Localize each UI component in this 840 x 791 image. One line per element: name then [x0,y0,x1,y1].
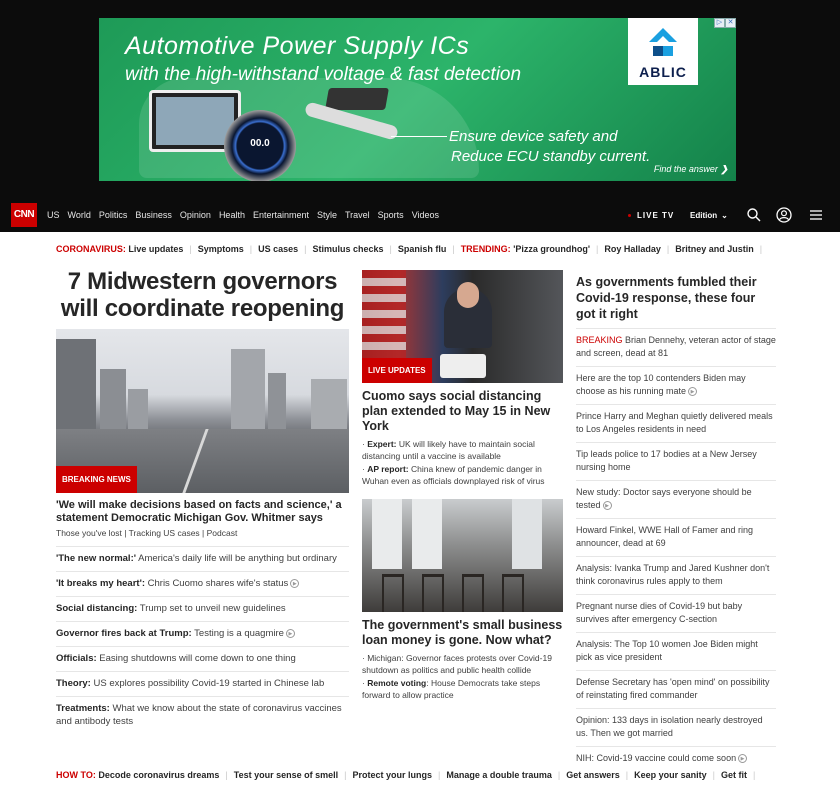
nav-item-videos[interactable]: Videos [411,210,440,220]
breaking-news-badge: BREAKING NEWS [56,466,137,493]
right-column [576,274,776,771]
ad-tagline: Ensure device safety and [449,128,618,145]
ad-area [0,0,840,198]
nav-item-world[interactable]: World [67,210,91,220]
live-tv-link[interactable]: LIVE TV [628,198,674,232]
hamburger-menu-icon[interactable] [808,207,824,223]
list-item[interactable]: Prince Harry and Meghan quietly delivered meals to Los Angeles residents in need [576,404,776,442]
ad-module-image [325,88,389,110]
video-play-icon: ▶ [688,387,697,396]
how-to-link[interactable]: Manage a double trauma [446,770,552,780]
nav-item-politics[interactable]: Politics [98,210,128,220]
video-play-icon: ▶ [738,754,747,763]
how-to-link[interactable]: Test your sense of smell [233,770,339,780]
trending-link[interactable]: Britney and Justin [675,244,754,254]
list-item[interactable]: Here are the top 10 contenders Biden may choose as his running mate ▶ [576,366,776,404]
story-title-small-business[interactable]: The government's small business loan money is gone. Now what? [362,618,563,647]
lead-column [56,268,349,734]
how-to-link[interactable]: Get answers [566,770,620,780]
ablic-logo-icon [647,26,679,58]
right-column-headline[interactable]: As governments fumbled their Covid-19 response, these four got it right [576,275,757,321]
list-item[interactable]: Analysis: Ivanka Trump and Jared Kushner don't think coronavirus rules apply to them [576,556,776,594]
cnn-logo[interactable]: CNN [11,203,37,227]
trending-link[interactable]: Stimulus checks [312,244,384,254]
trending-link[interactable]: Live updates [128,244,184,254]
list-item[interactable]: 'The new normal:' America's daily life will be anything but ordinary [56,546,349,571]
video-play-icon: ▶ [603,501,612,510]
list-item[interactable]: New study: Doctor says everyone should be tested ▶ [576,480,776,518]
lead-story-links[interactable]: Those you've lost | Tracking US cases | Podcast [56,528,238,538]
story-bullet[interactable]: · AP report: China knew of pandemic danger in Wuhan even as officials downplayed risk of virus [362,464,545,486]
list-item[interactable]: Tip leads police to 17 bodies at a New Jersey nursing home [576,442,776,480]
how-to-link[interactable]: Decode coronavirus dreams [98,770,220,780]
ad-subheadline: with the high-withstand voltage & fast detection [125,64,522,85]
trending-bar-bottom: HOW TO: Decode coronavirus dreams | Test your sense of smell | Protect your lungs | Manage a double trauma | Get answers | Keep your sanity | Get fit | [56,770,756,780]
list-item[interactable]: 'It breaks my heart': Chris Cuomo shares wife's status ▶ [56,571,349,596]
nav-item-opinion[interactable]: Opinion [179,210,211,220]
how-to-label: HOW TO: [56,770,96,780]
list-item[interactable]: Pregnant nurse dies of Covid-19 but baby survives after emergency C-section [576,594,776,632]
nav-item-business[interactable]: Business [135,210,172,220]
how-to-link[interactable]: Keep your sanity [634,770,707,780]
story-bullet[interactable]: · Remote voting: House Democrats take steps forward to allow practice [362,678,541,700]
live-dot-icon [628,214,631,217]
trending-label-trending: TRENDING: [460,244,511,254]
list-item[interactable]: Opinion: 133 days in isolation nearly destroyed us. Then we got married [576,708,776,746]
story-bullet[interactable]: · Michigan: Governor faces protests over Covid-19 shutdown as politics and public health collide [362,653,552,675]
lead-headline[interactable]: 7 Midwestern governors will coordinate reopening [60,268,345,322]
trending-link[interactable]: Roy Halladay [604,244,661,254]
story-bullet[interactable]: · Expert: UK will likely have to maintain social distancing until a vaccine is available [362,439,535,461]
list-item[interactable]: Theory: US explores possibility Covid-19 started in Chinese lab [56,671,349,696]
trending-label-coronavirus: CORONAVIRUS: [56,244,126,254]
list-item[interactable]: Officials: Easing shutdowns will come down to one thing [56,646,349,671]
lead-story-title[interactable]: 'We will make decisions based on facts and science,' a statement Democratic Michigan Gov. Whitmer says [56,499,342,524]
trending-link[interactable]: 'Pizza groundhog' [513,244,590,254]
list-item[interactable]: Defense Secretary has 'open mind' on possibility of reinstating fired commander [576,670,776,708]
video-play-icon: ▶ [290,579,299,588]
ad-find-answer-link[interactable]: Find the answer ❯ [653,164,728,174]
lead-image[interactable] [56,329,349,493]
advertisement-banner[interactable] [99,18,736,181]
list-item[interactable]: Governor fires back at Trump: Testing is a quagmire ▶ [56,621,349,646]
top-navigation [0,198,840,232]
nav-item-sports[interactable]: Sports [377,210,404,220]
cuomo-image[interactable] [362,270,563,383]
nav-menu [47,198,447,232]
user-account-icon[interactable] [776,207,792,223]
video-play-icon: ▶ [286,629,295,638]
trending-bar-top: CORONAVIRUS: Live updates | Symptoms | US cases | Stimulus checks | Spanish flu | TRENDING: 'Pizza groundhog' | Roy Halladay | Britney and Justin | [56,244,763,254]
ad-divider-line [391,136,447,137]
trending-link[interactable]: Symptoms [197,244,244,254]
how-to-link[interactable]: Get fit [720,770,747,780]
middle-column [362,270,563,701]
ad-choices-icon[interactable]: ▷ ✕ [714,18,736,28]
nav-item-travel[interactable]: Travel [345,210,370,220]
nav-item-health[interactable]: Health [218,210,245,220]
how-to-link[interactable]: Protect your lungs [352,770,432,780]
ad-headline: Automotive Power Supply ICs [125,32,470,60]
breaking-label: BREAKING [576,335,623,345]
trending-link[interactable]: Spanish flu [397,244,447,254]
nav-item-us[interactable]: US [47,210,60,220]
search-icon[interactable] [746,207,762,223]
ad-gauge-image: 00.0 [224,110,296,181]
list-item[interactable]: Howard Finkel, WWE Hall of Famer and ring announcer, dead at 69 [576,518,776,556]
nav-item-entertainment[interactable]: Entertainment [252,210,309,220]
edition-dropdown[interactable]: Edition ⌄ [690,210,728,220]
ad-tagline-2: Reduce ECU standby current. [451,148,651,165]
list-item[interactable]: Analysis: The Top 10 women Joe Biden might pick as vice president [576,632,776,670]
live-updates-badge: LIVE UPDATES [362,358,432,383]
list-item[interactable]: Social distancing: Trump set to unveil new guidelines [56,596,349,621]
nav-item-style[interactable]: Style [316,210,337,220]
chevron-down-icon: ⌄ [721,210,728,220]
story-title-cuomo[interactable]: Cuomo says social distancing plan extended to May 15 in New York [362,389,551,433]
list-item[interactable]: NIH: Covid-19 vaccine could come soon ▶ [576,746,776,771]
restaurant-image[interactable] [362,499,563,612]
lead-story-list [56,546,349,734]
trending-link[interactable]: US cases [258,244,299,254]
list-item[interactable]: Treatments: What we know about the state of coronavirus vaccines and antibody tests [56,696,349,734]
list-item[interactable]: BREAKING Brian Dennehy, veteran actor of stage and screen, dead at 81 [576,328,776,366]
ad-logo: ABLIC [628,18,698,85]
